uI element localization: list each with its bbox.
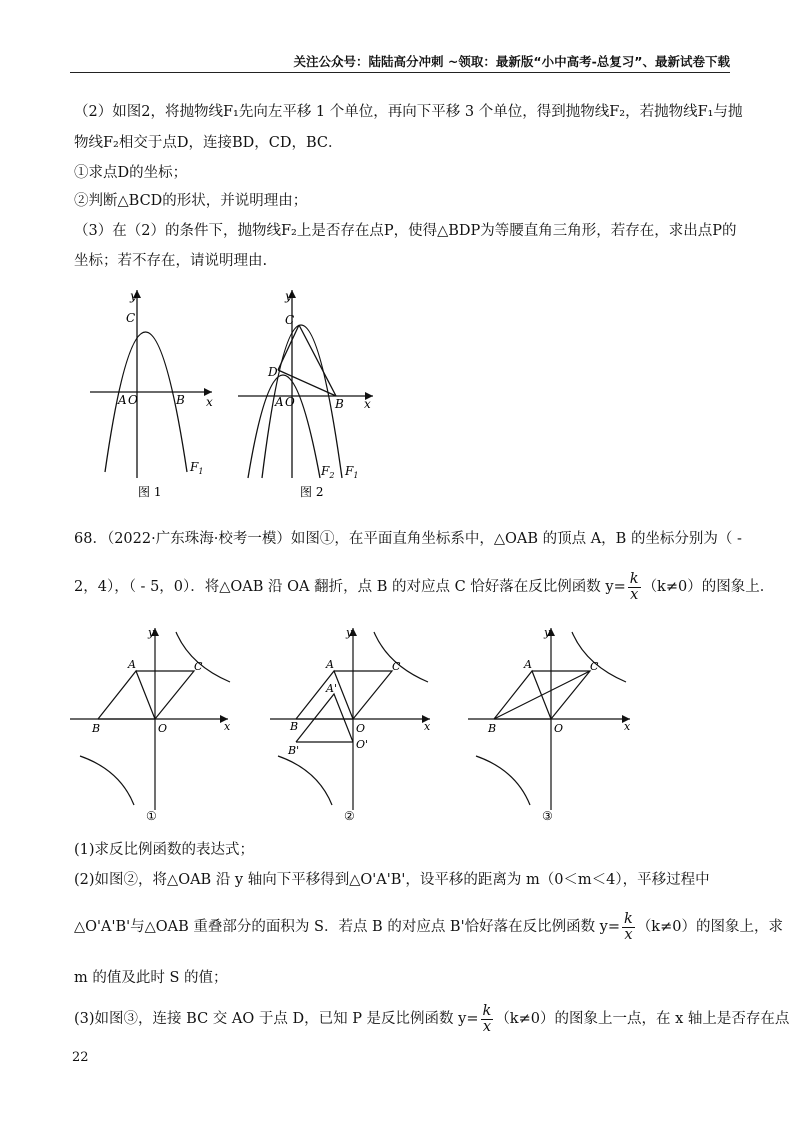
part-1-line: (1)求反比例函数的表达式； [74, 842, 255, 858]
question-68-text-after-fraction: （k≠0）的图象上． [642, 579, 775, 595]
text-line-2: 物线F₂相交于点D，连接BD，CD，BC． [74, 135, 343, 151]
fig2-point-d: D [268, 365, 278, 379]
part-2-line-1: (2)如图②，将△OAB 沿 y 轴向下平移得到△O'A'B'，设平移的距离为 m（0＜m＜4），平移过程中 [74, 872, 710, 888]
part-3-text-before-fraction: (3)如图③，连接 BC 交 AO 于点 D，已知 P 是反比例函数 y= [74, 1011, 479, 1027]
page-number: 22 [72, 1050, 89, 1065]
page-header: 关注公众号：陆陆高分冲刺 ~领取：最新版“小中高考-总复习”、最新试卷下载 [293, 54, 730, 69]
fraction-numerator: k [629, 571, 639, 587]
fig-c-point-c: C [590, 660, 599, 673]
figure-2 [238, 290, 373, 478]
fraction-denominator: x [624, 926, 633, 943]
fig-a-y-label: y [148, 626, 155, 639]
fraction-denominator: x [630, 586, 639, 603]
fig-c-y-label: y [544, 626, 551, 639]
text-line-1: （2）如图2，将抛物线F₁先向左平移 1 个单位，再向下平移 3 个单位，得到抛物线F₂，若抛物线F₁与抛 [74, 104, 743, 120]
question-68-line-2 [74, 572, 774, 602]
fig2-point-a: A [275, 395, 284, 409]
fig-b-point-b: B [290, 720, 299, 733]
fraction-denominator: x [482, 1018, 491, 1035]
part-3-text-after-fraction: （k≠0）的图象上一点，在 x 轴上是否存在点 [495, 1011, 790, 1027]
fig1-x-label: x [206, 395, 213, 409]
fig1-y-label: y [130, 289, 137, 303]
fig2-y-label: y [285, 289, 292, 303]
fig-a-caption: ① [146, 809, 157, 823]
fraction-numerator: k [624, 911, 633, 927]
part-2-line-3: m 的值及此时 S 的值； [74, 970, 228, 986]
fig-a-point-c: C [194, 660, 203, 673]
fig-b-point-a: A [326, 658, 334, 671]
part-3-line [74, 1004, 789, 1034]
fig2-point-c: C [285, 313, 295, 327]
fig-a-point-o: O [158, 722, 168, 735]
fig2-curve-f1-label: $F_1$ [345, 464, 359, 480]
figure-circle-3 [468, 628, 630, 810]
fraction-k-over-x [622, 912, 635, 942]
fig-c-point-a: A [524, 658, 532, 671]
fig2-curve-f2-label: $F_2$ [321, 464, 335, 480]
fraction-k-over-x [628, 572, 641, 602]
figure-1 [90, 290, 212, 478]
fig-b-point-o-prime: O' [356, 738, 369, 751]
fig2-caption: 图 2 [300, 485, 324, 499]
fig1-point-o: O [128, 393, 138, 407]
fig2-x-label: x [364, 397, 371, 411]
part-2-text-before-fraction: △O'A'B'与△OAB 重叠部分的面积为 S．若点 B 的对应点 B'恰好落在反比例函数 y= [74, 919, 621, 935]
fig1-point-a: A [118, 393, 127, 407]
part-2-text-after-fraction: （k≠0）的图象上，求 [636, 919, 783, 935]
header-rule [70, 72, 730, 73]
question-68-text-before-fraction: 2，4），（ - 5，0）．将△OAB 沿 OA 翻折，点 B 的对应点 C 恰好落在反比例函数 y= [74, 579, 626, 595]
triangle-figures [70, 620, 750, 825]
text-line-5: （3）在（2）的条件下，抛物线F₂上是否存在点P，使得△BDP为等腰直角三角形，若存在，求出点P的 [74, 223, 737, 239]
fig1-point-c: C [126, 311, 136, 325]
fig-a-x-label: x [224, 720, 231, 733]
fig1-point-b: B [176, 393, 185, 407]
fig-b-caption: ② [344, 809, 355, 823]
fig-b-x-label: x [424, 720, 431, 733]
fig-b-point-c: C [392, 660, 401, 673]
figure-circle-2 [270, 628, 430, 810]
fig1-caption: 图 1 [138, 485, 162, 499]
part-2-line-2 [74, 912, 783, 942]
fraction-k-over-x [481, 1004, 494, 1034]
text-line-4: ②判断△BCD的形状，并说明理由； [74, 193, 308, 209]
fig-b-point-a-prime: A' [326, 682, 337, 695]
fig-b-point-b-prime: B' [288, 744, 300, 757]
fig-c-caption: ③ [542, 809, 553, 823]
fig1-curve-label: $F_1$ [190, 460, 204, 476]
fig-c-point-b: B [488, 722, 497, 735]
fig2-point-o: O [285, 395, 295, 409]
fig-a-point-a: A [128, 658, 136, 671]
fig-b-y-label: y [346, 626, 353, 639]
fraction-numerator: k [482, 1003, 492, 1019]
fig-a-point-b: B [92, 722, 101, 735]
parabola-figures [90, 282, 390, 502]
question-68-line-1: 68．（2022·广东珠海·校考一模）如图①，在平面直角坐标系中，△OAB 的顶点 A，B 的坐标分别为（ - [74, 531, 742, 547]
fig-c-x-label: x [624, 720, 631, 733]
figure-circle-1 [70, 628, 230, 810]
text-line-6: 坐标；若不存在，请说明理由. [74, 253, 268, 269]
fig-c-point-o: O [554, 722, 564, 735]
fig2-point-b: B [335, 397, 344, 411]
fig-b-point-o: O [356, 722, 366, 735]
text-line-3: ①求点D的坐标； [74, 165, 188, 181]
